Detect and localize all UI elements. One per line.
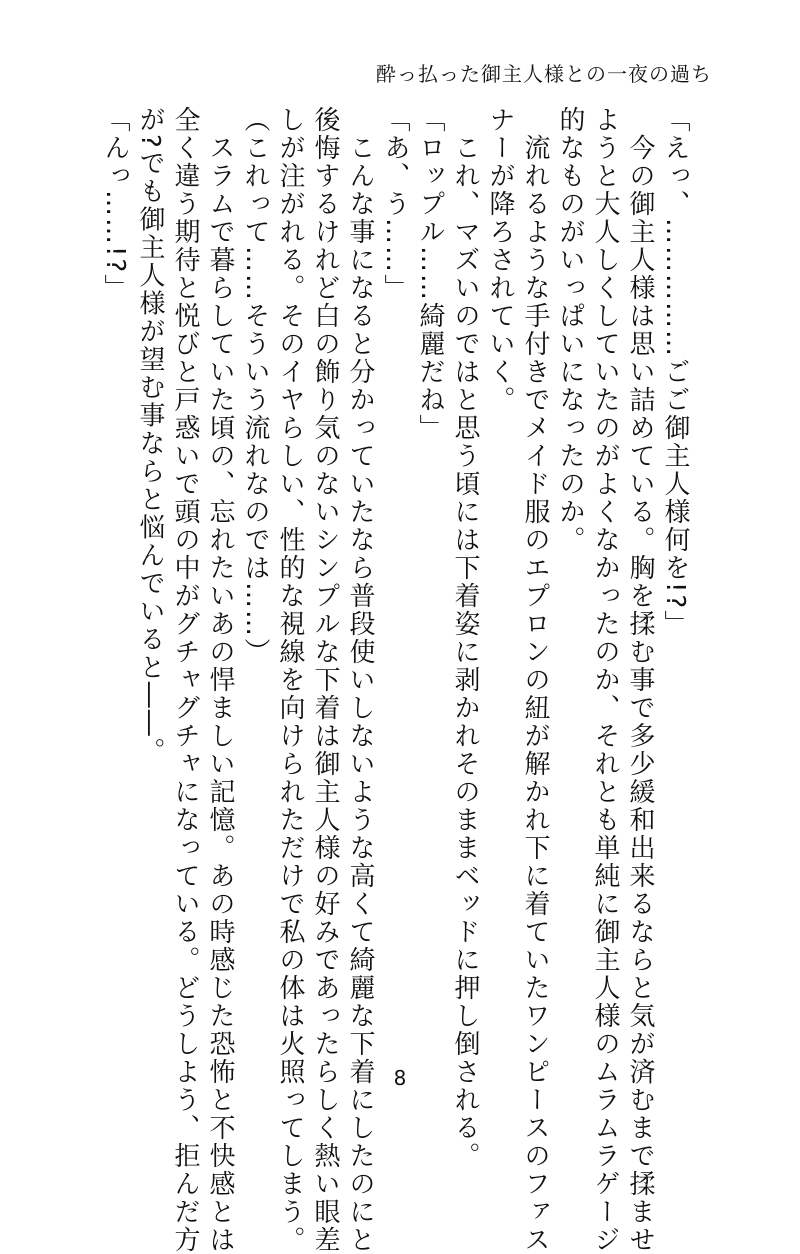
text-line: これ、マズいのではと思う頃には下着姿に剥かれそのままベッドに押し倒される。 [450, 106, 480, 1170]
text-line: ようと大人しくしていたのがよくなかったのか、それとも単純に御主人様のムラムラゲージ [590, 106, 620, 1254]
text-line: ナーが降ろされていく。 [485, 106, 515, 414]
text-line: こんな事になると分かっていたなら普段使いしないような高くて綺麗な下着にしたのにと [345, 106, 375, 1254]
text-line: 「ロップル……綺麗だね」 [415, 106, 445, 442]
text-line: 今の御主人様は思い詰めている。胸を揉む事で多少緩和出来るならと気が済むまで揉ませ [625, 106, 655, 1254]
novel-body-text [100, 106, 692, 1254]
text-line: 全く違う期待と悦びと戸惑いで頭の中がグチャグチャになっている。どうしよう、拒んだ方 [170, 106, 200, 1254]
running-header: 酔っ払った御主人様との一夜の過ち [376, 62, 712, 86]
text-line: 「あ、う……」 [380, 106, 410, 302]
text-line: （これって……そういう流れなのでは……） [240, 106, 270, 666]
text-line: スラムで暮らしていた頃の、忘れたいあの悍ましい記憶。あの時感じた恐怖と不快感とは [205, 106, 235, 1254]
text-line: 「えっ、……………ごご御主人様何を!?」 [660, 106, 690, 639]
text-line: 流れるような手付きでメイド服のエプロンの紐が解かれ下に着ていたワンピースのファス [520, 106, 550, 1254]
text-line: 的なものがいっぱいになったのか。 [555, 106, 585, 554]
text-line: しが注がれる。そのイヤらしい、性的な視線を向けられただけで私の体は火照ってしまう。 [275, 106, 305, 1254]
text-line: 後悔するけれど白の飾り気のないシンプルな下着は御主人様の好みであったらしく熱い眼差 [310, 106, 340, 1254]
text-line: が?でも御主人様が望む事ならと悩んでいると――。 [135, 106, 165, 766]
page-number: 8 [393, 1066, 407, 1090]
text-line: 「んっ……!?」 [100, 106, 130, 303]
